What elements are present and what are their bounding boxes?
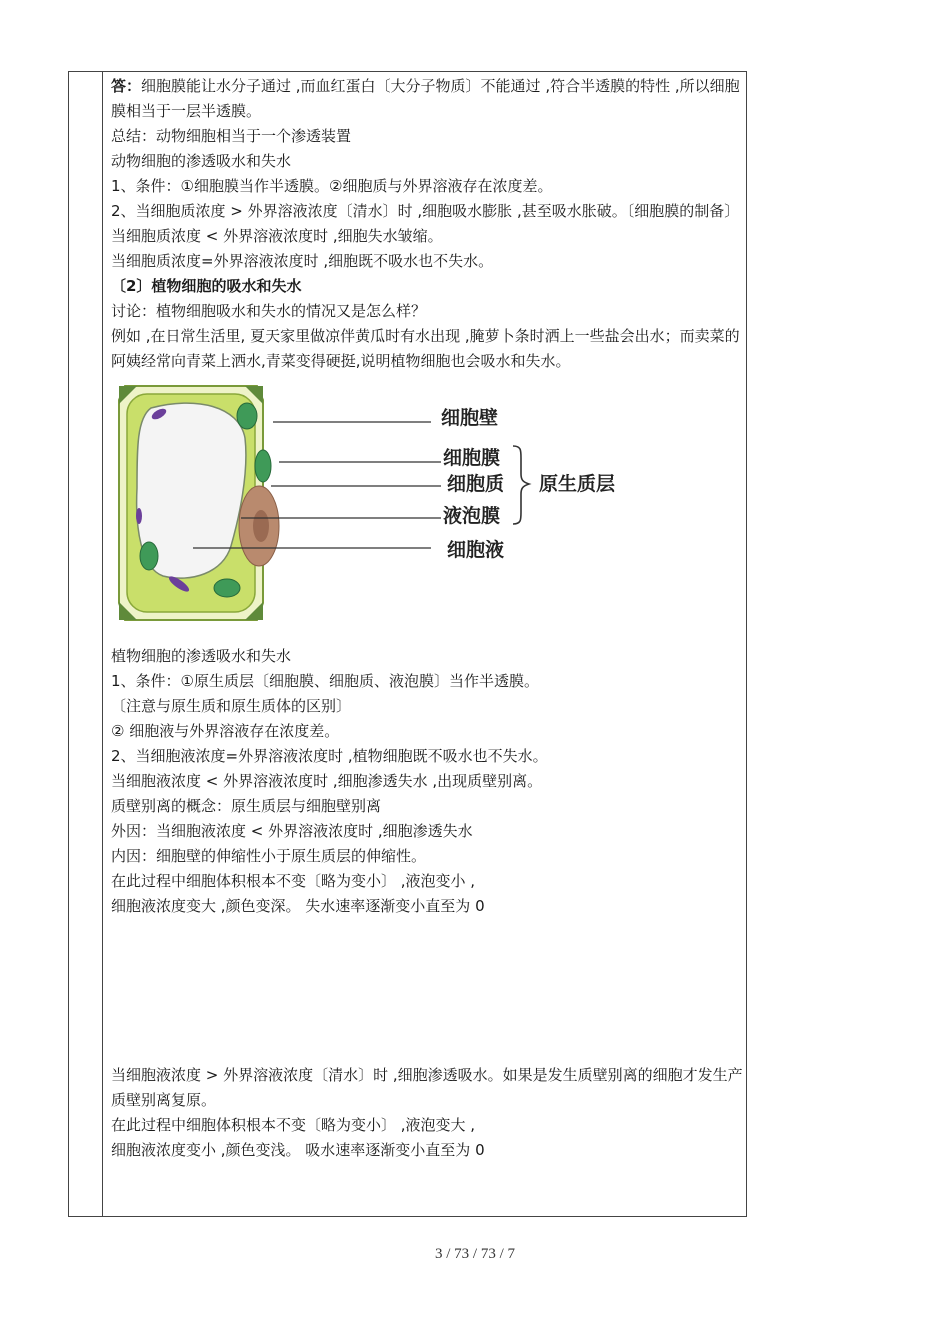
text-line: 当细胞液浓度 > 外界溶液浓度〔清水〕时 ,细胞渗透吸水。如果是发生质壁别离的细胞才发生产质壁别离复原。 [111,1066,743,1109]
organelle [136,508,142,524]
label-vacuole-membrane: 液泡膜 [443,505,501,527]
answer-text: 细胞膜能让水分子通过 ,而血红蛋白〔大分子物质〕不能通过 ,符合半透膜的特性 ,所以细胞膜相当于一层半透膜。 [111,77,740,120]
nucleolus [253,510,269,542]
text-line: 当细胞液浓度 < 外界溶液浓度时 ,细胞渗透失水 ,出现质壁别离。 [111,772,543,790]
answer-label: 答： [111,77,142,95]
chloroplast [237,403,257,429]
text-line: 2、当细胞质浓度 > 外界溶液浓度〔清水〕时 ,细胞吸水膨胀 ,甚至吸水胀破。〔细胞膜的制备〕 [111,202,740,220]
chloroplast [255,450,271,482]
text-line: 内因：细胞壁的伸缩性小于原生质层的伸缩性。 [111,847,427,865]
label-cell-wall: 细胞壁 [441,407,499,429]
text-line: 外因：当细胞液浓度 < 外界溶液浓度时 ,细胞渗透失水 [111,822,473,840]
plant-cell-diagram [111,378,631,628]
text-line: 1、条件：①原生质层〔细胞膜、细胞质、液泡膜〕当作半透膜。 [111,672,539,690]
text-line: ② 细胞液与外界溶液存在浓度差。 [111,722,340,740]
brace [513,446,529,524]
label-cell-sap: 细胞液 [447,539,505,561]
content-cell [111,74,743,1163]
section-heading: 〔2〕植物细胞的吸水和失水 [111,277,302,295]
blank-space [111,919,743,1063]
column-divider [102,72,103,1216]
text-line: 细胞液浓度变小 ,颜色变浅。 吸水速率逐渐变小直至为 0 [111,1141,485,1159]
label-cell-membrane: 细胞膜 [443,447,501,469]
text-line: 动物细胞的渗透吸水和失水 [111,152,292,170]
page-footer: 3 / 73 / 73 / 7 [434,1246,515,1262]
text-line: 例如 ,在日常生活里, 夏天家里做凉伴黄瓜时有水出现 ,腌萝卜条时洒上一些盐会出水；而卖菜的阿姨经常向青菜上洒水,青菜变得硬挺,说明植物细胞也会吸水和失水。 [111,327,740,370]
text-line: 总结：动物细胞相当于一个渗透装置 [111,127,352,145]
text-line: 2、当细胞液浓度=外界溶液浓度时 ,植物细胞既不吸水也不失水。 [111,747,548,765]
text-line: 1、条件：①细胞膜当作半透膜。②细胞质与外界溶液存在浓度差。 [111,177,553,195]
text-line: 在此过程中细胞体积根本不变〔略为变小〕 ,液泡变大 , [111,1116,476,1134]
text-line: 〔注意与原生质和原生质体的区别〕 [111,697,352,715]
text-line: 当细胞质浓度=外界溶液浓度时 ,细胞既不吸水也不失水。 [111,252,494,270]
text-line: 植物细胞的渗透吸水和失水 [111,647,292,665]
label-cytoplasm: 细胞质 [447,473,505,495]
chloroplast [140,542,158,570]
text-line: 质壁别离的概念：原生质层与细胞壁别离 [111,797,382,815]
plant-cell-illustration [111,378,631,628]
text-line: 在此过程中细胞体积根本不变〔略为变小〕 ,液泡变小 , [111,872,476,890]
text-line: 细胞液浓度变大 ,颜色变深。 失水速率逐渐变小直至为 0 [111,897,485,915]
answer-paragraph [111,74,743,124]
text-line: 讨论：植物细胞吸水和失水的情况又是怎么样？ [111,302,427,320]
chloroplast [214,579,240,597]
text-line: 当细胞质浓度 < 外界溶液浓度时 ,细胞失水皱缩。 [111,227,443,245]
label-protoplast-layer: 原生质层 [539,473,616,495]
